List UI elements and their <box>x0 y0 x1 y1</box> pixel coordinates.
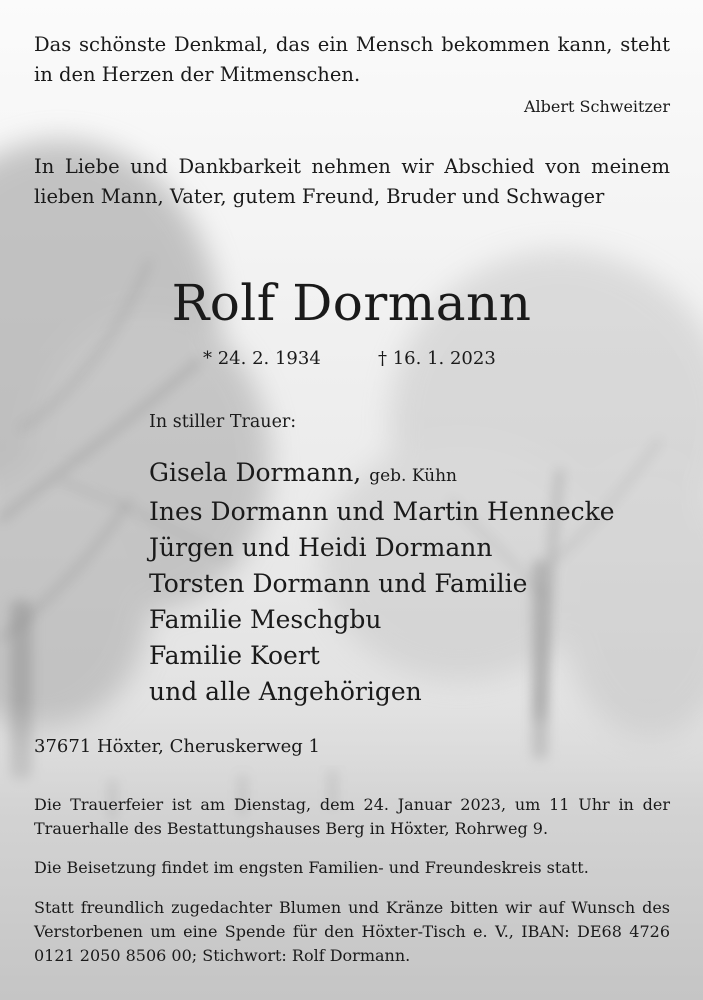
birth-date: * 24. 2. 1934 <box>203 348 321 369</box>
mourner-name: Ines Dormann und Martin Hennecke <box>149 497 615 526</box>
mourner-name: Torsten Dormann und Familie <box>149 569 528 598</box>
mourner-item <box>149 566 615 602</box>
mourner-name: Gisela Dormann, <box>149 458 362 487</box>
mourner-name: Jürgen und Heidi Dormann <box>149 533 493 562</box>
mourner-item <box>149 638 615 674</box>
deceased-name: Rolf Dormann <box>171 274 532 332</box>
quote-author: Albert Schweitzer <box>523 97 670 116</box>
quote-text: Das schönste Denkmal, das ein Mensch bekommen kann, steht in den Herzen der Mitmenschen. <box>34 33 670 86</box>
donation-notice: Statt freundlich zugedachter Blumen und Kränze bitten wir auf Wunsch des Verstorbenen um eine Spende für den Höxter-Tisch e. V., IBAN: DE68 4726 0121 2050 8506 00; Stichwort: Rolf Dormann. <box>34 898 670 965</box>
funeral-service-notice: Die Trauerfeier ist am Dienstag, dem 24. Januar 2023, um 11 Uhr in der Trauerhalle des Bestattungshauses Berg in Höxter, Rohrweg 9. <box>34 795 670 838</box>
mourner-item <box>149 602 615 638</box>
mourner-name: Familie Meschgbu <box>149 605 382 634</box>
mourner-item <box>149 494 615 530</box>
family-address: 37671 Höxter, Cheruskerweg 1 <box>34 736 320 757</box>
mourner-note: geb. Kühn <box>369 466 458 486</box>
mourners-list <box>149 455 615 710</box>
burial-notice: Die Beisetzung findet im engsten Familien- und Freundeskreis statt. <box>34 858 589 877</box>
mourner-name: Familie Koert <box>149 641 320 670</box>
intro-text: In Liebe und Dankbarkeit nehmen wir Abschied von meinem lieben Mann, Vater, gutem Freund, Bruder und Schwager <box>34 155 670 208</box>
mourning-label: In stiller Trauer: <box>149 412 297 432</box>
mourner-item <box>149 674 615 710</box>
death-date: † 16. 1. 2023 <box>378 348 496 369</box>
mourner-item <box>149 455 615 494</box>
mourner-name: und alle Angehörigen <box>149 677 422 706</box>
mourner-item <box>149 530 615 566</box>
